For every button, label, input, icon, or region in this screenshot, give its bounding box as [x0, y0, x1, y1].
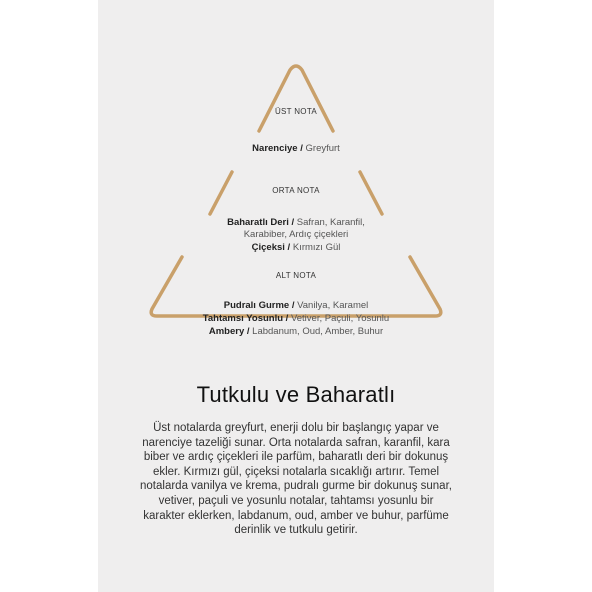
middle-note-category-1: Baharatlı Deri / [227, 217, 295, 228]
middle-note-items-2: Karabiber, Ardıç çiçekleri [243, 229, 349, 240]
bottom-note-items-3: Labdanum, Oud, Amber, Buhur [249, 326, 384, 337]
top-note-items: Greyfurt [302, 143, 340, 154]
top-note-category: Narenciye / [252, 143, 303, 154]
bottom-note-category-2: Tahtamsı Yosunlu / [202, 313, 289, 324]
page-title: Tutkulu ve Baharatlı [196, 382, 396, 407]
middle-note-line-1 [98, 217, 494, 229]
middle-note-line-3 [98, 242, 494, 254]
pyramid-top-segment [259, 66, 333, 131]
middle-note-line-2 [98, 229, 494, 241]
bottom-note-line-2 [98, 313, 494, 325]
middle-note-items-1: Safran, Karanfil, [294, 217, 365, 228]
top-note-label: ÜST NOTA [274, 107, 318, 116]
middle-note-category-3: Çiçeksi / [251, 242, 291, 253]
bottom-note-line-3 [98, 326, 494, 338]
bottom-note-items-2: Vetiver, Paçuli, Yosunlu [288, 313, 390, 324]
bottom-note-items-1: Vanilya, Karamel [294, 300, 369, 311]
bottom-note-label: ALT NOTA [275, 271, 317, 280]
top-note-line [98, 143, 494, 155]
description-text: Üst notalarda greyfurt, enerji dolu bir başlangıç yapar ve narenciye tazeliği sunar. Orta notalarda safran, karanfil, kara biber ve ardıç çiçekleri ile parfüm, baharatlı deri bir dokunuş ekler. Kırmızı gül, çiçeksi notalarla sıcaklığı artırır. Temel notalarda vanilya ve krema, pudralı gurme bir dokunuş sunar, vetiver, paçuli ve yosunlu notalar, tahtamsı yosunlu bir karakter eklerken, labdanum, oud, amber ve buhur, parfüme derinlik ve tutkulu getirir. [140, 422, 452, 537]
bottom-note-category-1: Pudralı Gurme / [223, 300, 295, 311]
middle-note-label: ORTA NOTA [272, 186, 320, 195]
middle-note-items-3: Kırmızı Gül [290, 242, 341, 253]
bottom-note-category-3: Ambery / [208, 326, 250, 337]
bottom-note-line-1 [98, 300, 494, 312]
